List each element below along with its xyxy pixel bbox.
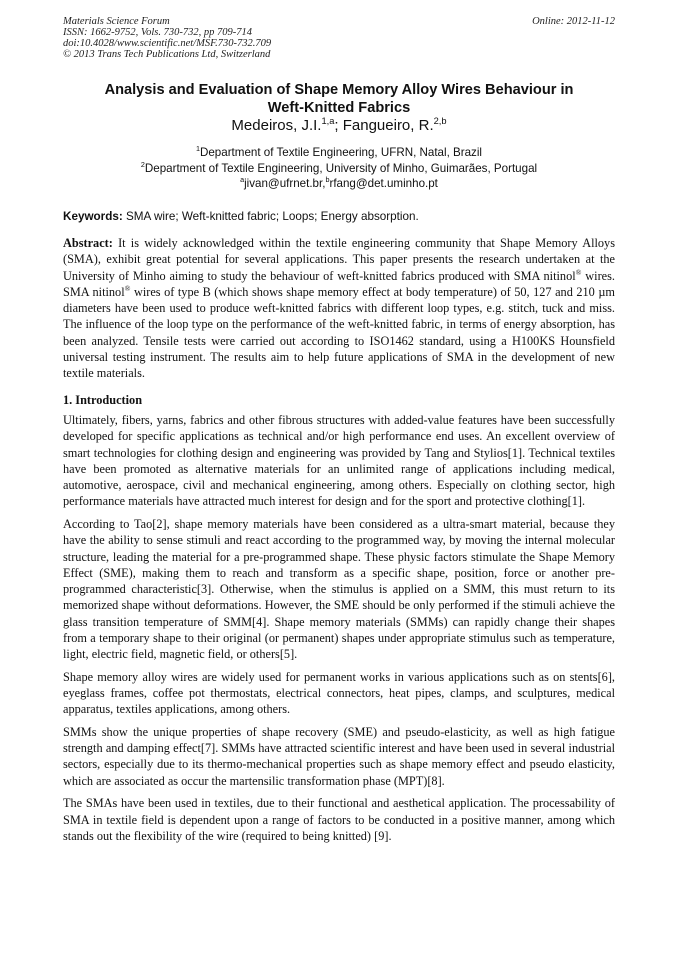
intro-paragraph-2: According to Tao[2], shape memory materials have been considered as a ultra-smart material, because they have the ability to sense stimuli and react according to the programmed way, by moving the internal molecular structure, leading the material for a pre-programmed shape. These physic factors stimulate the Shape Memory Effect (SME), making them to reach and transform as a specific shape, position, force or another pre-programmed characteristic[3]. Otherwise, when the stimulus is applied on a SMM, this must return to its memorized shape without deformations. However, the SME should be only performed if the stimuli achieve the glass transition temperature of SMM[4]. Shape memory materials (SMMs) can rapidly change their shapes from a temporary shape to their original (or permanent) shapes under appropriate stimulus such as temperature, light, electric field, magnetic field, or others[5]. <box>63 516 615 662</box>
affiliations <box>63 145 615 192</box>
issn-line: ISSN: 1662-9752, Vols. 730-732, pp 709-714 <box>63 27 252 38</box>
email-b-sup: b <box>325 175 330 185</box>
affiliation-1-text: Department of Textile Engineering, UFRN, Natal, Brazil <box>199 146 483 159</box>
email-b: rfang@det.uminho.pt <box>329 177 438 190</box>
email-a: jivan@ufrnet.br, <box>244 177 326 190</box>
intro-paragraph-1: Ultimately, fibers, yarns, fabrics and other fibrous structures with added-value features have been successfully developed for specific applications as technical and/or high performance end uses. An excellent overview of smart technologies for clothing design and engineering was provided by Tang and Stylios[1]. Technical textiles have been promoted as alternative materials for an unlimited range of applications including medical, automotive, aerospace, civil and mechanical engineering, among others. Especially on clothing sector, high performance materials have attracted much interest for design and for the sport and protective clothing[1]. <box>63 412 615 509</box>
intro-paragraph-3: Shape memory alloy wires are widely used for permanent works in various applications such as on stents[6], eyeglass frames, coffee pot thermostats, electrical connectors, heat pipes, clamps, and sculptures, medical apparatus, textiles applications, among others. <box>63 669 615 717</box>
journal-header <box>63 16 615 60</box>
paper-body <box>63 235 615 850</box>
paper-title <box>63 81 615 117</box>
copyright-line: © 2013 Trans Tech Publications Ltd, Switzerland <box>63 49 271 60</box>
affiliation-1 <box>63 145 615 161</box>
title-line-1: Analysis and Evaluation of Shape Memory Alloy Wires Behaviour in <box>104 82 574 98</box>
doi-line: doi:10.4028/www.scientific.net/MSF.730-732.709 <box>63 38 272 49</box>
affiliation-2 <box>63 161 615 177</box>
registered-mark-2: ® <box>124 283 131 293</box>
author-2-name: Fangueiro, R. <box>342 117 434 134</box>
abstract-part-3: wires of type B (which shows shape memory effect at body temperature) of 50, 127 and 210 µm diameters have been used to produce weft-knitted fabrics with different loop types, e.g. stitch, tuck and miss. The influence of the loop type on the performance of the weft-knitted fabric, in terms of energy absorption, has been analyzed. Tensile tests were carried out according to ISO1462 standard, using a H100KS Hounsfield universal testing instrument. The results aim to help future applications of SMA in the development of new textile materials. <box>63 284 615 381</box>
abstract-part-1: It is widely acknowledged within the textile engineering community that Shape Memory Alloys (SMA), exhibit great potential for several applications. This paper presents the research undertaken at the University of Minho aiming to study the behaviour of weft-knitted fabrics produced with SMA nitinol <box>63 236 615 283</box>
intro-paragraph-4: SMMs show the unique properties of shape recovery (SME) and pseudo-elasticity, as well as high fatigue strength and damping effect[7]. SMMs have attracted scientific interest and have been used in several industrial sectors, especially due to its thermo-mechanical properties such as shape memory effect and pseudo elasticity, which are associated as occur the martensilic transformation phase (MPT)[8]. <box>63 724 615 788</box>
registered-mark-1: ® <box>575 267 582 277</box>
title-line-2: Weft-Knitted Fabrics <box>267 100 411 116</box>
journal-name: Materials Science Forum <box>63 16 170 27</box>
author-1-name: Medeiros, J.I. <box>231 117 322 134</box>
author-emails <box>63 176 615 192</box>
keywords-text: SMA wire; Weft-knitted fabric; Loops; Energy absorption. <box>122 210 419 223</box>
affiliation-2-sup: 2 <box>140 159 145 169</box>
author-1-sup: 1,a <box>321 116 335 126</box>
online-date: Online: 2012-11-12 <box>532 16 615 27</box>
keywords-label: Keywords: <box>63 210 123 223</box>
abstract-part-2: wires. SMA nitinol <box>63 268 615 299</box>
abstract-label: Abstract: <box>63 236 113 250</box>
affiliation-2-text: Department of Textile Engineering, University of Minho, Guimarães, Portugal <box>144 161 538 175</box>
author-list <box>63 117 615 135</box>
section-heading-introduction: 1. Introduction <box>63 392 143 407</box>
email-a-sup: a <box>240 175 245 185</box>
affiliation-1-sup: 1 <box>195 144 200 154</box>
abstract-paragraph <box>63 235 615 382</box>
keywords <box>63 209 615 224</box>
author-separator: ; <box>334 117 343 134</box>
author-2-sup: 2,b <box>433 116 447 126</box>
intro-paragraph-5: The SMAs have been used in textiles, due to their functional and aesthetical application. The processability of SMA in textile field is dependent upon a range of factors to be conducted in a positive manner, among which stands out the flexibility of the wire (required to being knitted) [9]. <box>63 796 615 843</box>
